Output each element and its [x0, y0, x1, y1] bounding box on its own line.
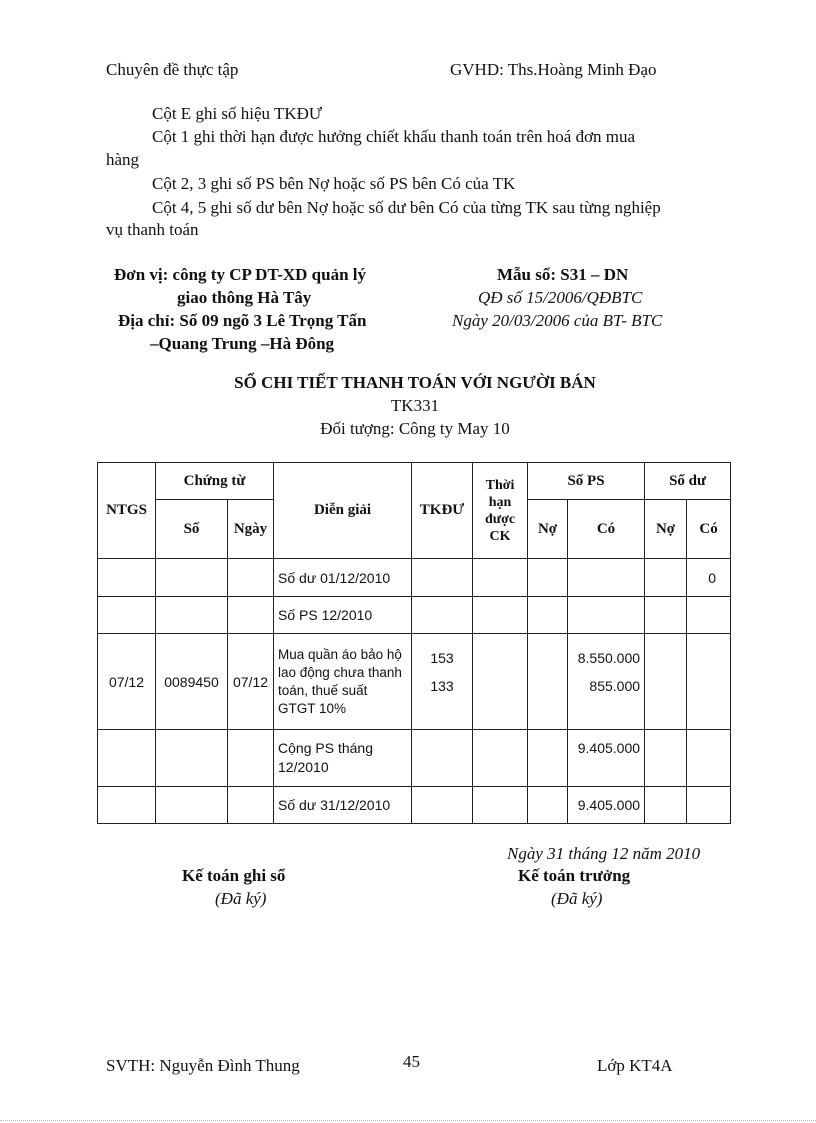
unit-line-2: giao thông Hà Tây — [177, 288, 312, 307]
form-decision: QĐ số 15/2006/QĐBTC — [478, 288, 643, 307]
page-footer-left: SVTH: Nguyễn Đình Thung — [106, 1056, 300, 1075]
cell-ps-co-line: 855.000 — [589, 678, 641, 694]
header-du-no: Nợ — [645, 500, 687, 559]
intro-line-3: Cột 2, 3 ghi số PS bên Nợ hoặc số PS bên Có của TK — [152, 174, 516, 193]
cell-ps-co: 9.405.000 — [568, 787, 645, 824]
cell-dien-giai: Số dư 31/12/2010 — [274, 787, 412, 824]
cell-so: 0089450 — [156, 634, 228, 730]
intro-line-4a: Cột 4, 5 ghi số dư bên Nợ hoặc số dư bên Có của từng TK sau từng nghiệp — [152, 198, 661, 217]
cell-ps-no — [528, 559, 568, 597]
cell-dien-giai: Số dư 01/12/2010 — [274, 559, 412, 597]
cell-du-no — [645, 597, 687, 634]
cell-ps-no — [528, 787, 568, 824]
cell-so — [156, 597, 228, 634]
page-header-left: Chuyên đề thực tập — [106, 60, 239, 79]
header-tkdu: TKĐƯ — [412, 463, 473, 559]
table-row — [98, 559, 731, 597]
cell-ntgs — [98, 559, 156, 597]
cell-tkdu-line: 153 — [430, 650, 454, 666]
cell-tkdu — [412, 559, 473, 597]
ledger-table — [97, 462, 731, 824]
cell-ps-no — [528, 597, 568, 634]
cell-thoi-han — [473, 559, 528, 597]
page-header-right: GVHD: Ths.Hoàng Minh Đạo — [450, 60, 657, 79]
header-du-co: Có — [687, 500, 731, 559]
cell-ntgs — [98, 730, 156, 787]
cell-tkdu-line: 133 — [430, 678, 454, 694]
intro-line-2a: Cột 1 ghi thời hạn được hưởng chiết khấu thanh toán trên hoá đơn mua — [152, 127, 636, 146]
cell-dien-giai: Cộng PS tháng 12/2010 — [274, 730, 412, 787]
cell-ngay — [228, 559, 274, 597]
ledger-title: SỔ CHI TIẾT THANH TOÁN VỚI NGƯỜI BÁN — [234, 373, 596, 392]
header-ps-no: Nợ — [528, 500, 568, 559]
cell-du-co: 0 — [687, 559, 731, 597]
cell-thoi-han — [473, 787, 528, 824]
cell-ps-co — [568, 597, 645, 634]
table-row — [98, 634, 731, 730]
cell-so — [156, 787, 228, 824]
page-bottom-divider — [0, 1120, 816, 1121]
page-footer-right: Lớp KT4A — [597, 1056, 673, 1075]
cell-ngay: 07/12 — [228, 634, 274, 730]
intro-line-1: Cột E ghi số hiệu TKĐƯ — [152, 104, 323, 123]
cell-du-no — [645, 787, 687, 824]
cell-ngay — [228, 787, 274, 824]
form-code: Mẫu số: S31 – DN — [497, 265, 629, 284]
cell-ntgs — [98, 597, 156, 634]
cell-thoi-han — [473, 730, 528, 787]
header-ps-co: Có — [568, 500, 645, 559]
cell-thoi-han — [473, 597, 528, 634]
signature-right-title: Kế toán trưởng — [518, 866, 631, 885]
cell-dien-giai: Số PS 12/2010 — [274, 597, 412, 634]
cell-ps-co — [568, 634, 645, 730]
page-number: 45 — [403, 1052, 420, 1071]
cell-ps-no — [528, 634, 568, 730]
table-row — [98, 730, 731, 787]
intro-line-4b: vụ thanh toán — [106, 220, 199, 239]
header-so-ps: Số PS — [528, 463, 645, 500]
ledger-subject: Đối tượng: Công ty May 10 — [320, 419, 510, 438]
cell-ps-co-line: 8.550.000 — [577, 650, 641, 666]
cell-thoi-han — [473, 634, 528, 730]
unit-address-line-2: –Quang Trung –Hà Đông — [150, 334, 335, 353]
header-so: Số — [156, 500, 228, 559]
cell-tkdu — [412, 597, 473, 634]
header-thoi-han: Thời hạn được CK — [473, 463, 528, 559]
form-date: Ngày 20/03/2006 của BT- BTC — [452, 311, 663, 330]
cell-ntgs: 07/12 — [98, 634, 156, 730]
header-dien-giai: Diễn giải — [274, 463, 412, 559]
header-chung-tu: Chứng từ — [156, 463, 274, 500]
cell-ps-no — [528, 730, 568, 787]
cell-ntgs — [98, 787, 156, 824]
signature-left-title: Kế toán ghi sổ — [182, 866, 286, 885]
intro-line-2b: hàng — [106, 150, 140, 169]
cell-du-no — [645, 559, 687, 597]
cell-du-no — [645, 634, 687, 730]
cell-ps-co — [568, 559, 645, 597]
cell-dien-giai: Mua quần áo bảo hộ lao động chưa thanh toán, thuế suất GTGT 10% — [274, 634, 412, 730]
table-row — [98, 597, 731, 634]
cell-du-co — [687, 787, 731, 824]
signature-left-note: (Đã ký) — [215, 889, 267, 908]
header-ngay: Ngày — [228, 500, 274, 559]
signature-right-note: (Đã ký) — [551, 889, 603, 908]
cell-tkdu — [412, 730, 473, 787]
cell-du-co — [687, 597, 731, 634]
signature-date: Ngày 31 tháng 12 năm 2010 — [507, 844, 701, 863]
cell-tkdu — [412, 787, 473, 824]
cell-tkdu — [412, 634, 473, 730]
header-so-du: Số dư — [645, 463, 731, 500]
cell-so — [156, 730, 228, 787]
table-row — [98, 787, 731, 824]
ledger-account: TK331 — [390, 396, 440, 415]
unit-line-1: Đơn vị: công ty CP DT-XD quản lý — [114, 265, 367, 284]
cell-so — [156, 559, 228, 597]
unit-address-line-1: Địa chỉ: Số 09 ngõ 3 Lê Trọng Tấn — [118, 311, 367, 330]
header-ntgs: NTGS — [98, 463, 156, 559]
cell-du-no — [645, 730, 687, 787]
cell-du-co — [687, 730, 731, 787]
cell-ngay — [228, 597, 274, 634]
cell-du-co — [687, 634, 731, 730]
cell-ngay — [228, 730, 274, 787]
cell-ps-co: 9.405.000 — [568, 730, 645, 787]
